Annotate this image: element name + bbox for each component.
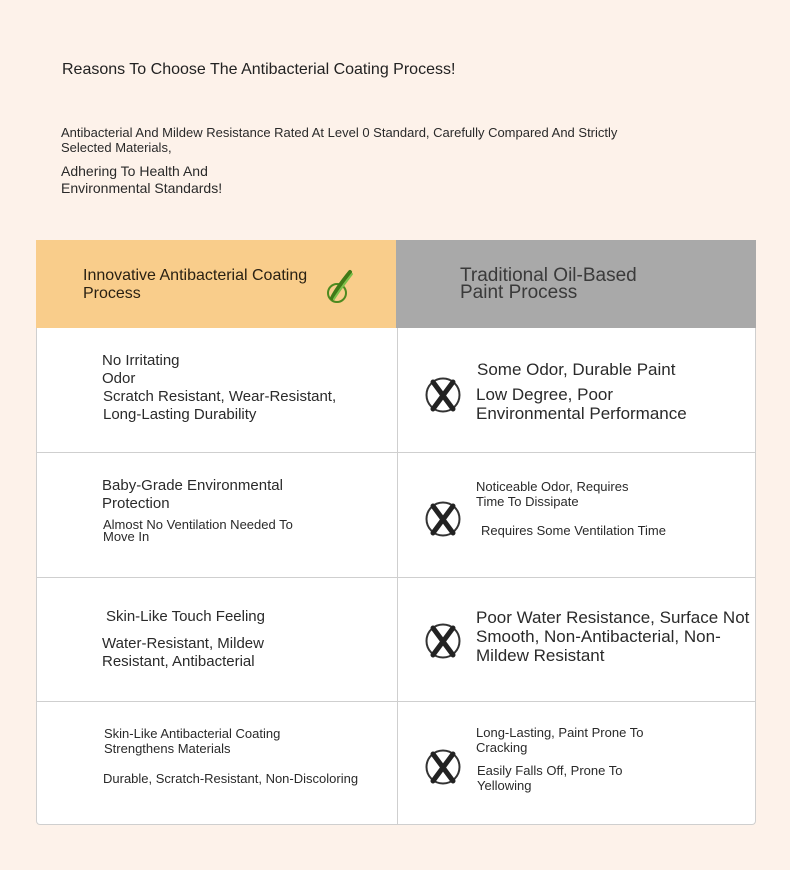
cross-circle-icon (424, 376, 462, 414)
header-traditional (396, 240, 756, 328)
row-4-innovative-desc: Durable, Scratch-Resistant, Non-Discoloring (103, 771, 359, 786)
intro-text (61, 125, 661, 197)
row-divider (37, 577, 755, 578)
row-4-innovative (104, 726, 389, 786)
row-1-traditional-desc: Low Degree, Poor Environmental Performance (476, 385, 687, 423)
row-3-innovative (102, 608, 372, 671)
row-2-innovative (102, 477, 372, 543)
row-2-traditional-desc: Requires Some Ventilation Time (481, 523, 666, 538)
brush-icon (326, 266, 356, 304)
row-1-traditional (476, 360, 741, 423)
row-divider (37, 701, 755, 702)
row-2-traditional (476, 479, 741, 538)
row-1-traditional-title: Some Odor, Durable Paint (477, 360, 676, 379)
intro-line-2: Adhering To Health And Environmental Standards! (61, 163, 223, 196)
header-traditional-label: Traditional Oil-Based Paint Process (460, 265, 637, 303)
cross-circle-icon (424, 748, 462, 786)
intro-line-1: Antibacterial And Mildew Resistance Rated At Level 0 Standard, Carefully Compared And Strictly Selected Materials, (61, 125, 618, 155)
row-3-innovative-desc: Water-Resistant, Mildew Resistant, Antibacterial (102, 635, 264, 670)
row-1-innovative (102, 352, 372, 424)
cross-circle-icon (424, 500, 462, 538)
comparison-table (36, 240, 756, 826)
comparison-body (36, 328, 756, 825)
row-1-innovative-desc: Scratch Resistant, Wear-Resistant, Long-Lasting Durability (103, 388, 337, 423)
row-3-innovative-title: Skin-Like Touch Feeling (106, 608, 265, 625)
page-title: Reasons To Choose The Antibacterial Coating Process! (62, 61, 456, 78)
row-2-innovative-title: Baby-Grade Environmental Protection (102, 477, 283, 512)
row-4-innovative-title: Skin-Like Antibacterial Coating Strengthens Materials (104, 726, 281, 756)
row-3-traditional (476, 608, 751, 665)
cross-circle-icon (424, 622, 462, 660)
row-4-traditional-title: Long-Lasting, Paint Prone To Cracking (476, 725, 644, 755)
header-innovative-label: Innovative Antibacterial Coating Process (83, 267, 308, 302)
row-2-innovative-desc: Almost No Ventilation Needed To Move In (103, 517, 293, 544)
row-2-traditional-title: Noticeable Odor, Requires Time To Dissipate (476, 479, 629, 509)
row-1-innovative-title: No Irritating Odor (102, 352, 180, 387)
column-divider (397, 328, 398, 824)
header-innovative (36, 240, 396, 328)
row-4-traditional (476, 725, 741, 793)
row-4-traditional-desc: Easily Falls Off, Prone To Yellowing (477, 763, 623, 793)
row-divider (37, 452, 755, 453)
row-3-traditional-title: Poor Water Resistance, Surface Not Smooth, Non-Antibacterial, Non-Mildew Resistant (476, 608, 750, 665)
